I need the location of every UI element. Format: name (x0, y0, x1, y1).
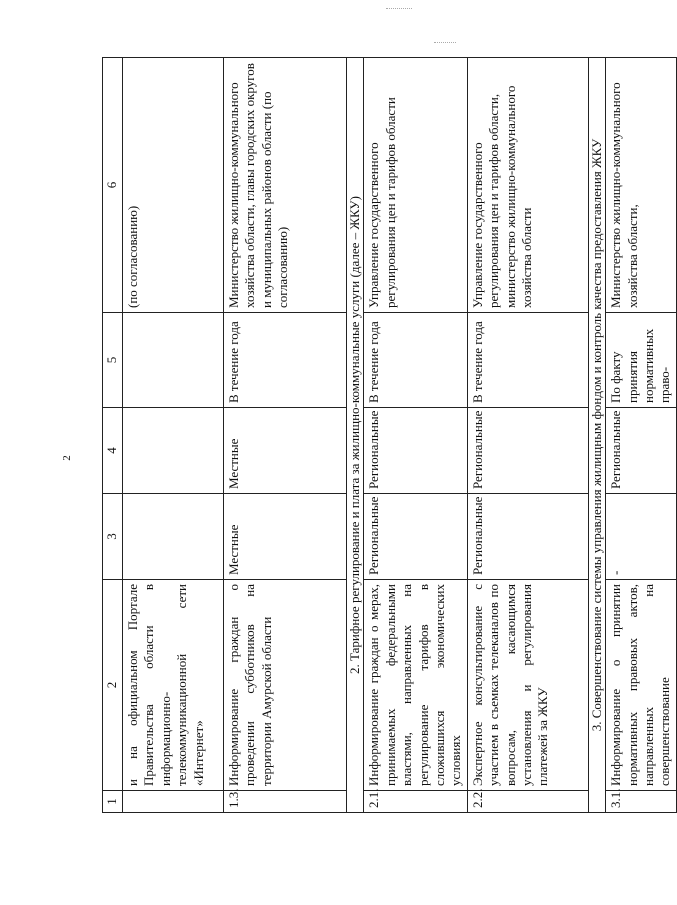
measure-responsible: Управление государственного регулирования цен и тарифов области, министерство жилищно-коммунального хозяйства области (467, 58, 588, 313)
measure-description: Информирование граждан о мерах, принимаемых федеральными властями, направленных на регулирование тарифов в сложившихся экономических условиях (364, 580, 467, 791)
measure-description: Информирование граждан о проведении субботников на территории Амурской области (224, 580, 347, 791)
column-header: 6 (103, 58, 123, 313)
column-header: 1 (103, 791, 123, 813)
measure-scope: Региональные (467, 408, 588, 494)
measure-deadline: В течение года (224, 313, 347, 408)
table-row (123, 58, 224, 813)
row-number: 3.1. (606, 791, 677, 813)
measure-responsible: Министерство жилищно-коммунального хозяйства области, главы городских округов и муниципальных районов области (по согласованию) (224, 58, 347, 313)
measure-scope: Региональные (606, 408, 677, 494)
column-header: 5 (103, 313, 123, 408)
page-number: 2 (60, 455, 73, 461)
column-header: 3 (103, 494, 123, 580)
measures-table (102, 57, 677, 813)
measure-level: Региональные (467, 494, 588, 580)
measure-responsible: Министерство жилищно-коммунального хозяйства области, (606, 58, 677, 313)
measure-level: Региональные (364, 494, 467, 580)
table-row (364, 58, 467, 813)
section-title: 3. Совершенствование системы управления жилищным фондом и контроль качества предоставления ЖКУ (588, 58, 605, 813)
measure-level (123, 494, 224, 580)
scan-artifact (386, 8, 412, 10)
measure-scope: Местные (224, 408, 347, 494)
measure-deadline (123, 313, 224, 408)
row-number: 2.1. (364, 791, 467, 813)
rotated-page (102, 58, 673, 813)
column-header: 2 (103, 580, 123, 791)
measure-scope (123, 408, 224, 494)
measure-description: и на официальном Портале Правительства области в информационно-телекоммуникационной сети «Интернет» (123, 580, 224, 791)
measure-description: Экспертное консультирование с участием в съемках телеканалов по вопросам, касающимся установления и регулирования платежей за ЖКУ (467, 580, 588, 791)
measure-deadline: В течение года (364, 313, 467, 408)
table-row (606, 58, 677, 813)
section-row (588, 58, 605, 813)
section-title: 2. Тарифное регулирование и плата за жилищно-коммунальные услуги (далее – ЖКУ) (347, 58, 364, 813)
measure-responsible: (по согласованию) (123, 58, 224, 313)
measure-deadline: По факту принятия нормативных право- (606, 313, 677, 408)
measure-responsible: Управление государственного регулирования цен и тарифов области (364, 58, 467, 313)
table-row (224, 58, 347, 813)
measure-level: Местные (224, 494, 347, 580)
measure-deadline: В течение года (467, 313, 588, 408)
column-header: 4 (103, 408, 123, 494)
table-row (467, 58, 588, 813)
measure-level: - (606, 494, 677, 580)
header-row (103, 58, 123, 813)
row-number: 2.2. (467, 791, 588, 813)
row-number (123, 791, 224, 813)
measure-description: Информирование о принятии нормативных правовых актов, направленных на совершенствование (606, 580, 677, 791)
section-row (347, 58, 364, 813)
scan-artifact (434, 42, 456, 44)
row-number: 1.3. (224, 791, 347, 813)
measure-scope: Региональные (364, 408, 467, 494)
